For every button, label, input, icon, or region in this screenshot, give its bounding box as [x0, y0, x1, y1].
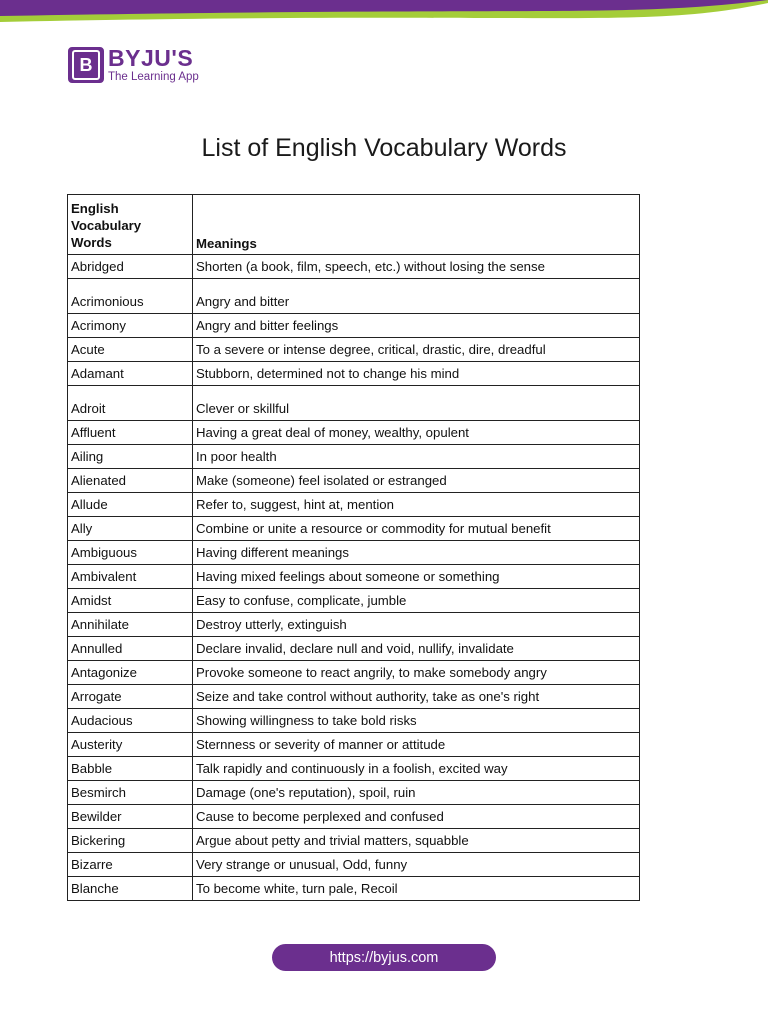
table-row — [68, 877, 640, 901]
vocab-word: Bizarre — [68, 853, 193, 877]
table-row — [68, 589, 640, 613]
website-url-link[interactable]: https://byjus.com — [272, 944, 496, 971]
vocab-word: Audacious — [68, 709, 193, 733]
vocab-word: Annihilate — [68, 613, 193, 637]
vocab-meaning: Declare invalid, declare null and void, nullify, invalidate — [193, 637, 640, 661]
vocab-meaning: Angry and bitter feelings — [193, 314, 640, 338]
vocab-meaning: Easy to confuse, complicate, jumble — [193, 589, 640, 613]
table-row — [68, 314, 640, 338]
vocab-meaning: Having different meanings — [193, 541, 640, 565]
table-row — [68, 637, 640, 661]
table-row — [68, 445, 640, 469]
table-row — [68, 421, 640, 445]
table-row — [68, 517, 640, 541]
vocab-word: Besmirch — [68, 781, 193, 805]
table-row — [68, 829, 640, 853]
vocab-meaning: Very strange or unusual, Odd, funny — [193, 853, 640, 877]
vocab-meaning: Angry and bitter — [193, 279, 640, 314]
table-row — [68, 493, 640, 517]
table-row — [68, 685, 640, 709]
table-row — [68, 613, 640, 637]
vocab-word: Affluent — [68, 421, 193, 445]
brand-name: BYJU'S — [108, 45, 194, 71]
vocab-word: Acrimonious — [68, 279, 193, 314]
vocab-word: Blanche — [68, 877, 193, 901]
vocab-word: Acute — [68, 338, 193, 362]
vocab-word: Abridged — [68, 255, 193, 279]
table-row — [68, 565, 640, 589]
vocab-word: Amidst — [68, 589, 193, 613]
table-row — [68, 781, 640, 805]
vocab-meaning: Damage (one's reputation), spoil, ruin — [193, 781, 640, 805]
vocab-meaning: Combine or unite a resource or commodity for mutual benefit — [193, 517, 640, 541]
table-row — [68, 709, 640, 733]
vocab-meaning: Destroy utterly, extinguish — [193, 613, 640, 637]
vocab-word: Ally — [68, 517, 193, 541]
vocab-word: Acrimony — [68, 314, 193, 338]
vocab-meaning: In poor health — [193, 445, 640, 469]
vocab-meaning: Provoke someone to react angrily, to make somebody angry — [193, 661, 640, 685]
vocab-meaning: Having mixed feelings about someone or something — [193, 565, 640, 589]
vocab-word: Ailing — [68, 445, 193, 469]
vocab-meaning: To a severe or intense degree, critical, drastic, dire, dreadful — [193, 338, 640, 362]
vocab-meaning: Shorten (a book, film, speech, etc.) without losing the sense — [193, 255, 640, 279]
table-row — [68, 757, 640, 781]
table-row — [68, 733, 640, 757]
vocab-word: Ambiguous — [68, 541, 193, 565]
top-decorative-band — [0, 0, 768, 30]
table-row — [68, 279, 640, 314]
table-row — [68, 362, 640, 386]
table-row — [68, 853, 640, 877]
vocab-meaning: Clever or skillful — [193, 386, 640, 421]
table-row — [68, 469, 640, 493]
vocab-word: Austerity — [68, 733, 193, 757]
document-title: List of English Vocabulary Words — [201, 134, 567, 162]
vocab-word: Allude — [68, 493, 193, 517]
vocab-meaning: To become white, turn pale, Recoil — [193, 877, 640, 901]
vocab-word: Annulled — [68, 637, 193, 661]
vocab-word: Adroit — [68, 386, 193, 421]
vocab-meaning: Stubborn, determined not to change his mind — [193, 362, 640, 386]
table-row — [68, 661, 640, 685]
vocab-word: Bewilder — [68, 805, 193, 829]
vocab-meaning: Make (someone) feel isolated or estranged — [193, 469, 640, 493]
vocab-meaning: Talk rapidly and continuously in a foolish, excited way — [193, 757, 640, 781]
table-row — [68, 386, 640, 421]
header-word: English Vocabulary Words — [68, 195, 193, 255]
byjus-b-logo-icon: B — [68, 47, 104, 83]
brand-tagline: The Learning App — [108, 71, 199, 83]
vocab-meaning: Seize and take control without authority, take as one's right — [193, 685, 640, 709]
table-row — [68, 255, 640, 279]
table-header-row — [68, 195, 640, 255]
vocab-meaning: Having a great deal of money, wealthy, opulent — [193, 421, 640, 445]
vocab-word: Ambivalent — [68, 565, 193, 589]
vocab-meaning: Refer to, suggest, hint at, mention — [193, 493, 640, 517]
vocab-meaning: Argue about petty and trivial matters, squabble — [193, 829, 640, 853]
header-meaning: Meanings — [193, 195, 640, 255]
vocab-word: Adamant — [68, 362, 193, 386]
vocab-word: Antagonize — [68, 661, 193, 685]
vocab-meaning: Cause to become perplexed and confused — [193, 805, 640, 829]
vocab-meaning: Sternness or severity of manner or attitude — [193, 733, 640, 757]
vocab-meaning: Showing willingness to take bold risks — [193, 709, 640, 733]
table-row — [68, 805, 640, 829]
vocab-word: Alienated — [68, 469, 193, 493]
vocab-word: Arrogate — [68, 685, 193, 709]
table-row — [68, 541, 640, 565]
vocab-word: Babble — [68, 757, 193, 781]
vocab-word: Bickering — [68, 829, 193, 853]
byjus-logo[interactable] — [68, 47, 199, 84]
table-row — [68, 338, 640, 362]
vocabulary-table — [67, 194, 640, 901]
